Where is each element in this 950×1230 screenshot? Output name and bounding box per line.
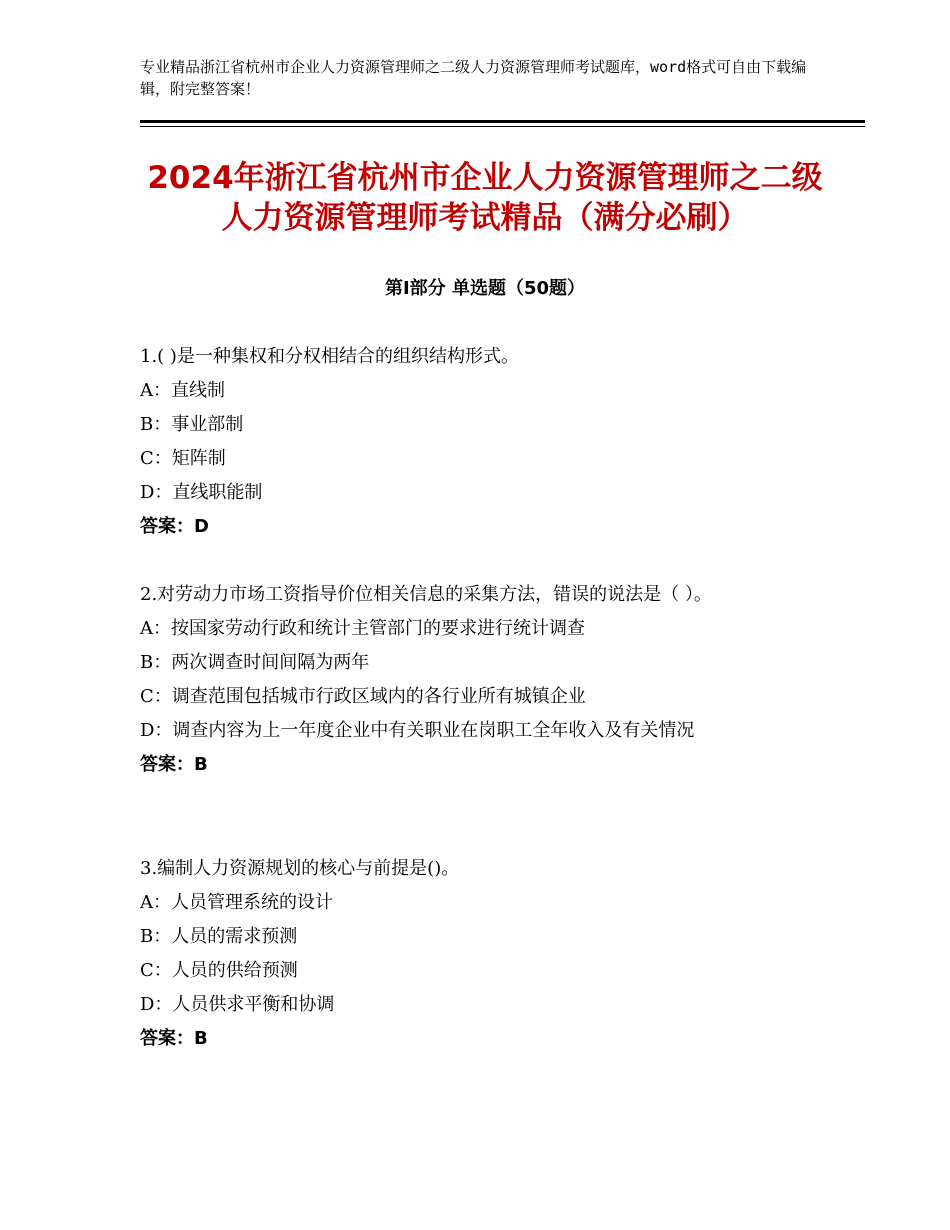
- answer: 答案：B: [140, 754, 208, 775]
- option-d: D：调查内容为上一年度企业中有关职业在岗职工全年收入及有关情况: [140, 720, 695, 741]
- question-stem: 1.( )是一种集权和分权相结合的组织结构形式。: [140, 346, 519, 367]
- question-3: [140, 852, 840, 1056]
- option-d: D：直线职能制: [140, 482, 263, 503]
- question-1: [140, 340, 840, 544]
- header-rule-thin: [140, 126, 865, 127]
- option-b: B：人员的需求预测: [140, 926, 298, 947]
- question-stem: 2.对劳动力市场工资指导价位相关信息的采集方法，错误的说法是（ ）。: [140, 584, 712, 605]
- document-title: 2024年浙江省杭州市企业人力资源管理师之二级人力资源管理师考试精品（满分必刷）: [147, 160, 823, 236]
- header-note: 专业精品浙江省杭州市企业人力资源管理师之二级人力资源管理师考试题库，word格式可自由下载编辑，附完整答案！: [140, 58, 807, 98]
- option-a: A：直线制: [140, 380, 225, 401]
- option-c: C：人员的供给预测: [140, 960, 298, 981]
- answer: 答案：D: [140, 516, 209, 537]
- option-a: A：按国家劳动行政和统计主管部门的要求进行统计调查: [140, 618, 585, 639]
- answer: 答案：B: [140, 1028, 208, 1049]
- section-title: 第Ⅰ部分 单选题（50题）: [384, 278, 585, 299]
- option-d: D：人员供求平衡和协调: [140, 994, 335, 1015]
- option-c: C：调查范围包括城市行政区域内的各行业所有城镇企业: [140, 686, 586, 707]
- question-stem: 3.编制人力资源规划的核心与前提是()。: [140, 858, 460, 879]
- option-b: B：事业部制: [140, 414, 244, 435]
- option-b: B：两次调查时间间隔为两年: [140, 652, 370, 673]
- option-c: C：矩阵制: [140, 448, 226, 469]
- option-a: A：人员管理系统的设计: [140, 892, 333, 913]
- header-rule-thick: [140, 120, 865, 123]
- question-2: [140, 578, 840, 782]
